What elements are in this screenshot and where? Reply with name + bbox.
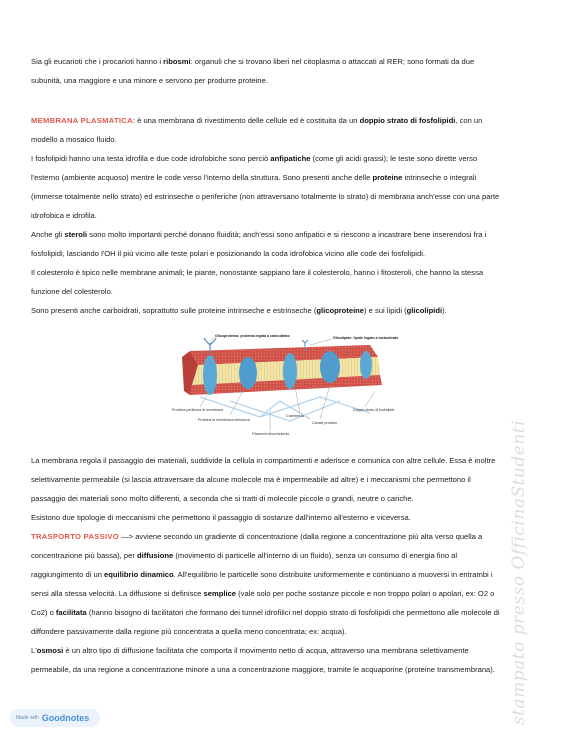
paragraph-colesterolo-1: Il colesterolo è tipico nelle membrane animali; le piante, nonostante sappiano fare il colesterolo, hanno i fitosteroli, che hanno la stessa	[31, 268, 484, 277]
text: raggiungimento di un	[31, 570, 105, 579]
text: (come gli acidi grassi); le teste sono dirette verso	[310, 154, 478, 163]
keyword-osmosi: osmosi	[36, 646, 64, 655]
text: Anche gli	[31, 230, 65, 239]
label-proteina-periferica: Proteina periferica di membrana	[172, 408, 224, 412]
membrane-diagram	[170, 331, 399, 437]
label-glicolipide: Glicolipide: lipide legato a carboidrato	[333, 336, 399, 340]
heading-trasporto-passivo: TRASPORTO PASSIVO	[31, 532, 119, 541]
paragraph-regolazione-2: selettivamente permeabile (si lascia attraversare da alcune molecole ma è impermeabile ad altre) e i meccanismi che permettono il	[31, 475, 471, 484]
keyword-diffusione: diffusione	[136, 551, 174, 560]
keyword-ribosomi: ribosmi	[163, 57, 191, 66]
paragraph-regolazione-1: La membrana regola il passaggio dei materiali, suddivide la cellula in compartimenti e aderisce e comunica con altre cellule. Essa è inoltre	[31, 456, 496, 465]
heading-membrana-plasmatica: MEMBRANA PLASMATICA	[31, 116, 133, 125]
text: è un altro tipo di diffusione facilitata che comporta il movimento netto di acqua, attraverso una membrana selettivamente	[63, 646, 469, 655]
label-filamenti: Filamenti citoscheletrici	[252, 432, 290, 436]
text: intrinseche o integrali	[402, 173, 477, 182]
text: —> avviene secondo un gradiente di concentrazione (dalla regione a concentrazione più alta verso quella a	[118, 532, 483, 541]
text: l'esterno (ambiente acquoso) mentre le code verso l'interno della struttura. Sono presenti anche delle	[31, 173, 373, 182]
keyword-equilibrio-dinamico: equilibrio dinamico	[104, 570, 174, 579]
paragraph-ribosomi-1	[31, 52, 541, 71]
text: (vale solo per poche sostanze piccole e non troppo polari o apolari, ex: O2 o	[236, 589, 495, 598]
label-glicoproteina: Glicoproteina: proteina legata a carboidrato	[215, 334, 290, 338]
text: ) e sui lipidi (	[364, 306, 407, 315]
keyword-glicolipidi: glicolipidi	[406, 306, 443, 315]
paragraph-fosfolipidi-3: (immerse totalmente nello strato) ed estrinseche o periferiche (non attraversano totalmente lo strato) di membrana anch'esse con una parte	[31, 192, 500, 201]
paragraph-trasporto-6: diffondere passivamente dalla regione più concentrata a quella meno concentrata; ex: acqua).	[31, 627, 347, 636]
label-colesterolo: Colesterolo	[286, 414, 305, 418]
keyword-glicoproteine: glicoproteine	[316, 306, 365, 315]
paragraph-ribosomi-2: subunità, una maggiore e una minore e servono per produrre proteine.	[31, 76, 268, 85]
text: ).	[442, 306, 447, 315]
paragraph-trasporto-2	[31, 546, 541, 565]
text: L'	[31, 646, 37, 655]
paragraph-steroli-1	[31, 225, 541, 244]
goodnotes-badge[interactable]	[10, 709, 100, 727]
paragraph-fosfolipidi-4: idrofobica e idrofila.	[31, 211, 97, 220]
text: : è una membrana di rivestimento delle cellule ed è costituita da un	[132, 116, 360, 125]
text: : organuli che si trovano liberi nel citoplasma o attaccati al RER; sono formati da due	[190, 57, 475, 66]
paragraph-regolazione-3: passaggio dei materiali sono molto differenti, a seconda che si tratti di molecole piccole o grandi, neutre o cariche.	[31, 494, 414, 503]
text: (movimento di particelle all'interno di un fluido), senza un consumo di energia fino al	[173, 551, 458, 560]
text: , con un	[455, 116, 483, 125]
paragraph-membrana-1	[31, 111, 541, 130]
paragraph-steroli-2: fosfolipidi, lasciando l'OH il più vicino alle teste polari e posizionando la coda idrofobica vicino alle code dei fosfolipidi.	[31, 249, 426, 258]
badge-prefix: Made with	[16, 715, 39, 721]
label-proteina-intrinseca: Proteina di membrana intrinseca	[198, 418, 250, 422]
text: (hanno bisogno di facilitatori che formano dei tunnel idrofilici nel doppio strato di fosfolipidi che permettono alle molecole di	[86, 608, 500, 617]
paragraph-meccanismi: Esistono due tipologie di meccanismi che permettono il passaggio di sostanze dall'interno all'esterno e viceversa.	[31, 513, 411, 522]
paragraph-carboidrati	[31, 301, 541, 320]
text: Co2) o	[31, 608, 56, 617]
label-doppio-strato: Doppio strato di fosfolipidi	[353, 408, 395, 412]
protein-shape	[360, 351, 372, 379]
text: sono molto importanti perché donano fluidità; anch'essi sono anfipatici e si riescono a incastrare bene inserendosi fra i	[87, 230, 487, 239]
paragraph-trasporto-1	[31, 527, 541, 546]
protein-shape	[203, 355, 217, 395]
text: . All'equilibrio le particelle sono distribuite uniformemente e continuano a muoversi in entrambi i	[173, 570, 493, 579]
keyword-anfipatiche: anfipatiche	[270, 154, 311, 163]
label-canale-proteico: Canale proteico	[312, 421, 338, 425]
text: I fosfolipidi hanno una testa idrofila e due code idrofobiche sono perciò	[31, 154, 271, 163]
paragraph-trasporto-3	[31, 565, 541, 584]
keyword-semplice: semplice	[203, 589, 237, 598]
watermark-text: stampato presso OfficinaStudenti	[509, 419, 529, 725]
text: concentrazione più bassa), per	[31, 551, 137, 560]
keyword-facilitata: facilitata	[55, 608, 87, 617]
paragraph-osmosi-1	[31, 641, 541, 660]
text: Sono presenti anche carboidrati, soprattutto sulle proteine intrinseche e estrinseche (	[31, 306, 317, 315]
protein-shape	[320, 351, 340, 383]
paragraph-osmosi-2: permeabile, da una regione a concentrazione minore a una a concentrazione maggiore, tramite le acquaporine (proteine transmembrana).	[31, 665, 495, 674]
paragraph-fosfolipidi-1	[31, 149, 541, 168]
keyword-doppio-strato: doppio strato di fosfolipidi	[359, 116, 456, 125]
text: Sia gli eucarioti che i procarioti hanno i	[31, 57, 164, 66]
watermark	[500, 419, 540, 730]
keyword-steroli: steroli	[64, 230, 88, 239]
badge-brand: Goodnotes	[41, 713, 90, 723]
keyword-proteine: proteine	[372, 173, 403, 182]
paragraph-trasporto-5	[31, 603, 541, 622]
paragraph-fosfolipidi-2	[31, 168, 541, 187]
paragraph-membrana-2: modello a mosaico fluido.	[31, 135, 117, 144]
protein-shape	[239, 357, 257, 389]
protein-shape	[283, 353, 297, 389]
paragraph-colesterolo-2: funzione del colesterolo.	[31, 287, 113, 296]
paragraph-trasporto-4	[31, 584, 541, 603]
text: sensi alla stessa velocità. La diffusione si definisce	[31, 589, 204, 598]
